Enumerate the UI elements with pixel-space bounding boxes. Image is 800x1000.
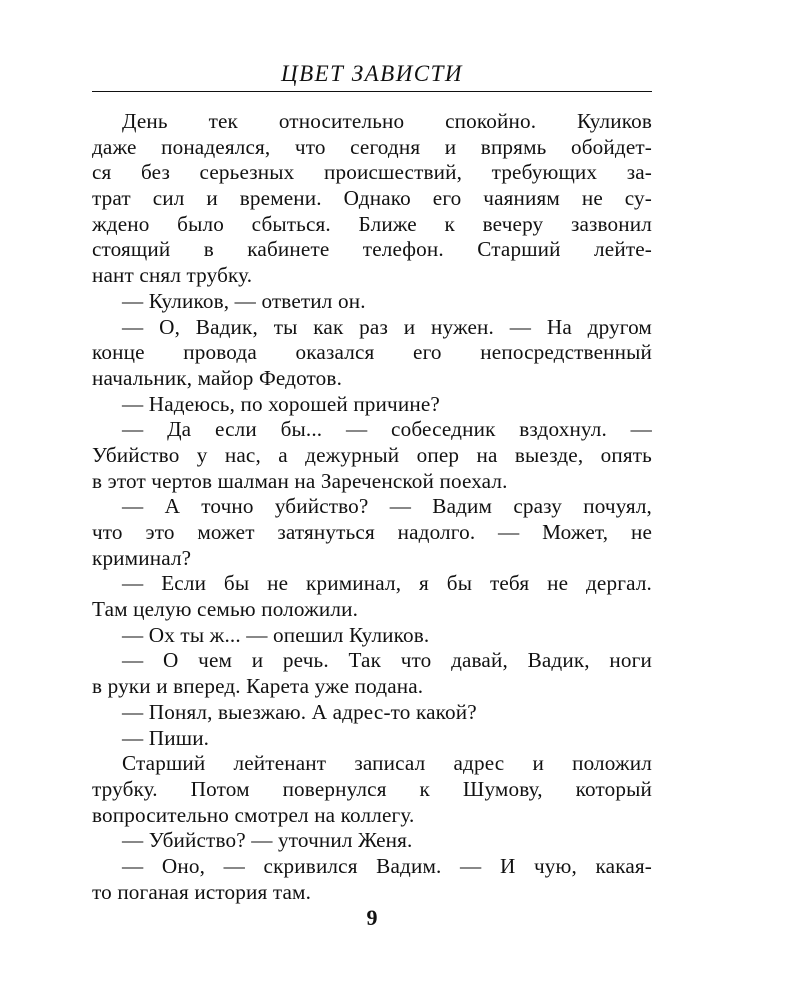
text-line: то поганая история там. [92, 879, 312, 904]
text-line: что это может затянуться надолго. — Может, не [92, 520, 652, 544]
text-line: — Если бы не криминал, я бы тебя не дергал. [122, 571, 652, 596]
text-line: трат сил и времени. Однако его чаяниям не су- [92, 186, 652, 211]
body-text [92, 109, 652, 905]
text-line: — Убийство? — уточнил Женя. [122, 828, 413, 853]
text-line: даже понадеялся, что сегодня и впрямь обойдет- [92, 134, 652, 159]
running-header: ЦВЕТ ЗАВИСТИ [280, 61, 464, 86]
text-line: — Понял, выезжаю. А адрес-то какой? [122, 699, 477, 724]
text-line: — Ох ты ж... — опешил Куликов. [122, 622, 430, 647]
text-line: конце провода оказался его непосредственный [92, 340, 652, 365]
text-line: — Куликов, — ответил он. [122, 288, 366, 313]
header-rule [92, 91, 652, 92]
text-line: — О чем и речь. Так что давай, Вадик, ноги [122, 648, 652, 673]
text-line: — А точно убийство? — Вадим сразу почуял, [122, 494, 652, 519]
text-line: — Оно, — скривился Вадим. — И чую, какая- [122, 853, 652, 878]
text-line: трубку. Потом повернулся к Шумову, который [92, 776, 652, 801]
text-line: Убийство у нас, а дежурный опер на выезде, опять [92, 442, 652, 467]
text-line: стоящий в кабинете телефон. Старший лейте- [92, 237, 652, 262]
text-line: Там целую семью положили. [92, 597, 359, 622]
text-line: в этот чертов шалман на Зареченской поехал. [92, 468, 508, 493]
text-line: Старший лейтенант записал адрес и положил [122, 751, 652, 776]
text-line: ждено было сбыться. Ближе к вечеру зазвонил [92, 211, 652, 236]
page-number: 9 [366, 905, 378, 930]
text-line: — Да если бы... — собеседник вздохнул. — [122, 417, 652, 442]
text-line: вопросительно смотрел на коллегу. [92, 802, 415, 827]
text-line: — О, Вадик, ты как раз и нужен. — На другом [122, 314, 652, 339]
text-line: — Пиши. [122, 725, 210, 750]
book-page [92, 0, 652, 1000]
text-line: — Надеюсь, по хорошей причине? [122, 391, 440, 416]
text-line: начальник, майор Федотов. [92, 365, 343, 390]
text-line: в руки и вперед. Карета уже подана. [92, 674, 424, 699]
text-line: ся без серьезных происшествий, требующих за- [92, 160, 652, 185]
text-line: День тек относительно спокойно. Куликов [122, 109, 652, 133]
text-line: криминал? [92, 545, 192, 570]
text-line: нант снял трубку. [92, 263, 253, 288]
